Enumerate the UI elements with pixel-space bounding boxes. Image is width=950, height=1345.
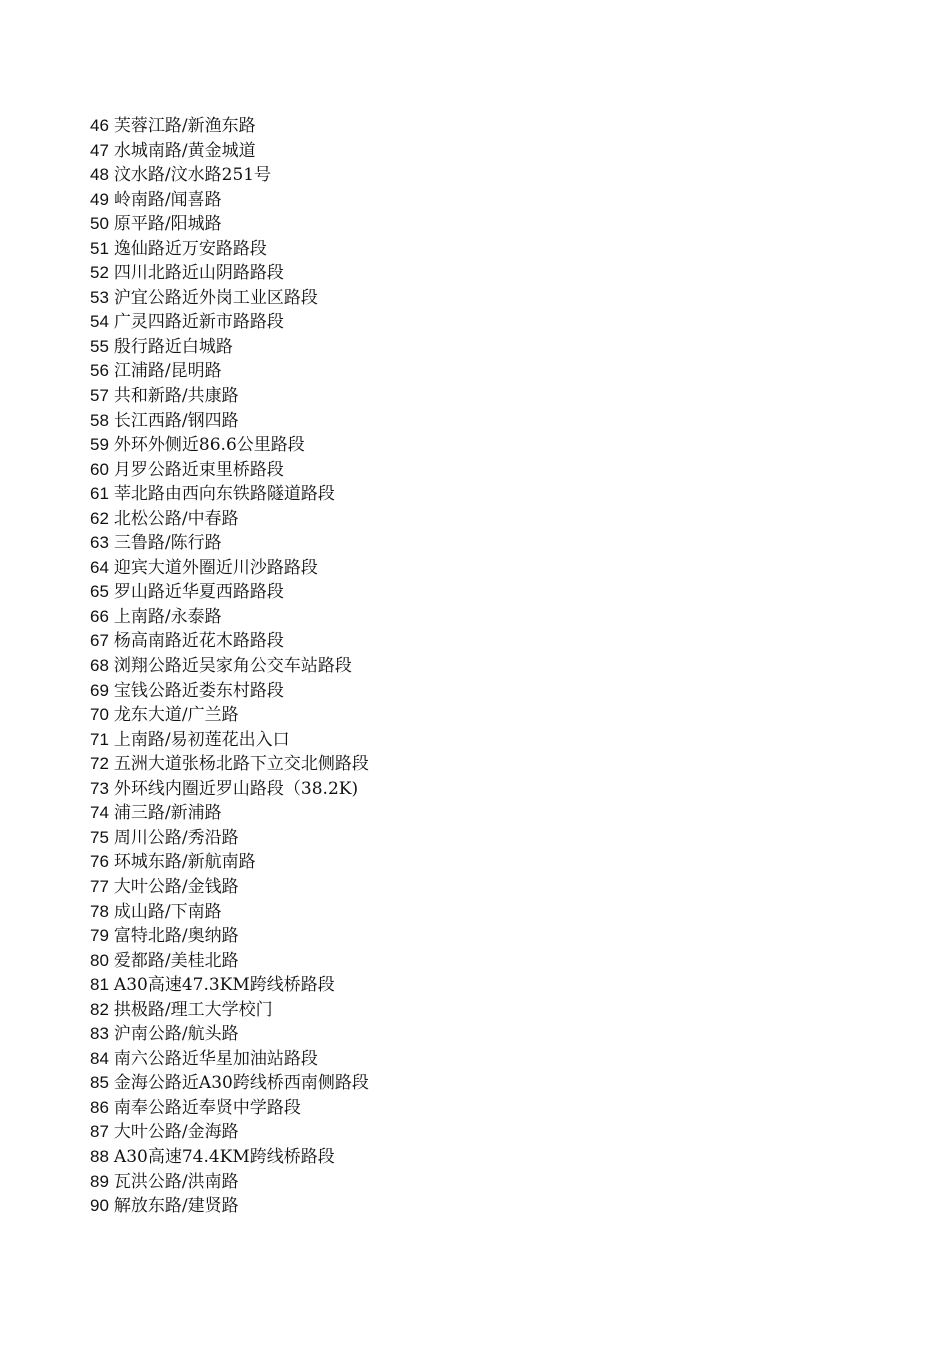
item-location-text: 浦三路/新浦路	[113, 803, 222, 824]
item-location-text: 迎宾大道外圈近川沙路路段	[113, 557, 318, 578]
list-item	[90, 335, 369, 360]
item-number: 65	[90, 582, 109, 602]
list-item	[90, 261, 369, 286]
item-number: 46	[90, 116, 109, 135]
item-number: 53	[90, 287, 109, 307]
list-item	[90, 850, 369, 875]
list-item	[90, 188, 369, 213]
item-location-text: 环城东路/新航南路	[113, 852, 256, 873]
item-number: 55	[90, 336, 109, 356]
item-number: 89	[90, 1171, 109, 1191]
item-location-text: 原平路/阳城路	[113, 214, 222, 235]
item-number: 49	[90, 189, 109, 209]
item-number: 82	[90, 999, 109, 1019]
list-item	[90, 629, 369, 654]
item-location-text: 外环线内圈近罗山路段（38.2K)	[113, 778, 359, 799]
item-location-text: 大叶公路/金海路	[113, 1122, 239, 1143]
list-item	[90, 605, 369, 630]
list-item	[90, 1022, 369, 1047]
list-item	[90, 1096, 369, 1121]
item-number: 86	[90, 1097, 109, 1117]
list-item	[90, 654, 369, 679]
item-location-text: 南奉公路近奉贤中学路段	[113, 1097, 301, 1118]
item-number: 85	[90, 1073, 109, 1093]
list-item	[90, 703, 369, 728]
list-item	[90, 679, 369, 704]
item-number: 84	[90, 1048, 109, 1068]
list-item	[90, 384, 369, 409]
item-location-text: 爱都路/美桂北路	[113, 950, 239, 971]
list-item	[90, 973, 369, 998]
item-number: 63	[90, 533, 109, 553]
item-number: 54	[90, 312, 109, 332]
location-list	[90, 114, 369, 1219]
item-number: 76	[90, 852, 109, 872]
item-number: 57	[90, 386, 109, 406]
item-number: 83	[90, 1024, 109, 1044]
list-item	[90, 826, 369, 851]
item-number: 64	[90, 557, 109, 577]
item-location-text: 岭南路/闻喜路	[113, 189, 222, 210]
list-item	[90, 409, 369, 434]
item-number: 60	[90, 459, 109, 479]
item-location-text: 三鲁路/陈行路	[113, 533, 222, 554]
item-number: 70	[90, 705, 109, 725]
item-location-text: 拱极路/理工大学校门	[113, 999, 273, 1020]
item-number: 78	[90, 901, 109, 921]
item-location-text: 南六公路近华星加油站路段	[113, 1048, 318, 1069]
list-item	[90, 1145, 369, 1170]
item-location-text: 莘北路由西向东铁路隧道路段	[113, 484, 335, 505]
list-item	[90, 949, 369, 974]
item-number: 68	[90, 656, 109, 676]
list-item	[90, 728, 369, 753]
item-location-text: 广灵四路近新市路路段	[113, 312, 284, 333]
item-number: 51	[90, 238, 109, 258]
item-location-text: 富特北路/奥纳路	[113, 926, 239, 947]
list-item	[90, 1120, 369, 1145]
item-location-text: 上南路/永泰路	[113, 606, 222, 627]
list-item	[90, 580, 369, 605]
list-item	[90, 212, 369, 237]
item-location-text: 水城南路/黄金城道	[113, 140, 256, 161]
item-number: 52	[90, 263, 109, 283]
item-number: 88	[90, 1146, 109, 1166]
item-number: 61	[90, 484, 109, 504]
item-location-text: 共和新路/共康路	[113, 386, 239, 407]
item-location-text: 宝钱公路近娄东村路段	[113, 680, 284, 701]
item-location-text: 沪南公路/航头路	[113, 1024, 239, 1045]
item-number: 47	[90, 140, 109, 160]
item-location-text: 浏翔公路近吴家角公交车站路段	[113, 656, 352, 677]
list-item	[90, 752, 369, 777]
list-item	[90, 114, 369, 139]
item-location-text: 五洲大道张杨北路下立交北侧路段	[113, 754, 369, 775]
list-item	[90, 531, 369, 556]
item-number: 62	[90, 508, 109, 528]
item-number: 71	[90, 729, 109, 749]
item-number: 72	[90, 754, 109, 774]
item-location-text: 四川北路近山阴路路段	[113, 263, 284, 284]
item-location-text: 解放东路/建贤路	[113, 1196, 239, 1217]
item-number: 77	[90, 876, 109, 896]
item-location-text: 成山路/下南路	[113, 901, 222, 922]
item-location-text: 江浦路/昆明路	[113, 361, 222, 382]
item-location-text: 上南路/易初莲花出入口	[113, 729, 290, 750]
item-number: 79	[90, 926, 109, 946]
item-location-text: 瓦洪公路/洪南路	[113, 1171, 239, 1192]
list-item	[90, 482, 369, 507]
item-location-text: 月罗公路近束里桥路段	[113, 459, 284, 480]
item-number: 87	[90, 1122, 109, 1142]
item-number: 66	[90, 606, 109, 626]
item-location-text: 逸仙路近万安路路段	[113, 238, 267, 259]
list-item	[90, 286, 369, 311]
item-location-text: 外环外侧近86.6公里路段	[113, 435, 305, 456]
list-item	[90, 507, 369, 532]
item-number: 69	[90, 680, 109, 700]
list-item	[90, 801, 369, 826]
item-location-text: 殷行路近白城路	[113, 336, 233, 357]
item-number: 50	[90, 214, 109, 234]
item-location-text: 汶水路/汶水路251号	[113, 165, 272, 186]
item-location-text: 周川公路/秀沿路	[113, 827, 239, 848]
item-location-text: 杨高南路近花木路路段	[113, 631, 284, 652]
list-item	[90, 875, 369, 900]
item-number: 90	[90, 1196, 109, 1216]
item-location-text: 龙东大道/广兰路	[113, 705, 239, 726]
list-item	[90, 1071, 369, 1096]
item-number: 80	[90, 950, 109, 970]
list-item	[90, 458, 369, 483]
item-number: 67	[90, 631, 109, 651]
list-item	[90, 1194, 369, 1219]
item-location-text: A30高速74.4KM跨线桥路段	[113, 1146, 335, 1167]
item-location-text: 金海公路近A30跨线桥西南侧路段	[113, 1073, 369, 1094]
list-item	[90, 777, 369, 802]
list-item	[90, 900, 369, 925]
item-number: 48	[90, 165, 109, 185]
item-location-text: 罗山路近华夏西路路段	[113, 582, 284, 603]
item-location-text: A30高速47.3KM跨线桥路段	[113, 975, 335, 996]
item-number: 59	[90, 435, 109, 455]
item-location-text: 长江西路/钢四路	[113, 410, 239, 431]
list-item	[90, 924, 369, 949]
item-number: 74	[90, 803, 109, 823]
item-number: 73	[90, 778, 109, 798]
list-item	[90, 310, 369, 335]
item-number: 58	[90, 410, 109, 430]
list-item	[90, 556, 369, 581]
list-item	[90, 433, 369, 458]
list-item	[90, 237, 369, 262]
list-item	[90, 359, 369, 384]
list-item	[90, 998, 369, 1023]
list-item	[90, 139, 369, 164]
item-location-text: 大叶公路/金钱路	[113, 876, 239, 897]
item-number: 81	[90, 975, 109, 995]
item-number: 56	[90, 361, 109, 381]
item-number: 75	[90, 827, 109, 847]
list-item	[90, 1170, 369, 1195]
item-location-text: 芙蓉江路/新渔东路	[113, 116, 256, 136]
list-item	[90, 1047, 369, 1072]
item-location-text: 沪宜公路近外岗工业区路段	[113, 287, 318, 308]
list-item	[90, 163, 369, 188]
item-location-text: 北松公路/中春路	[113, 508, 239, 529]
